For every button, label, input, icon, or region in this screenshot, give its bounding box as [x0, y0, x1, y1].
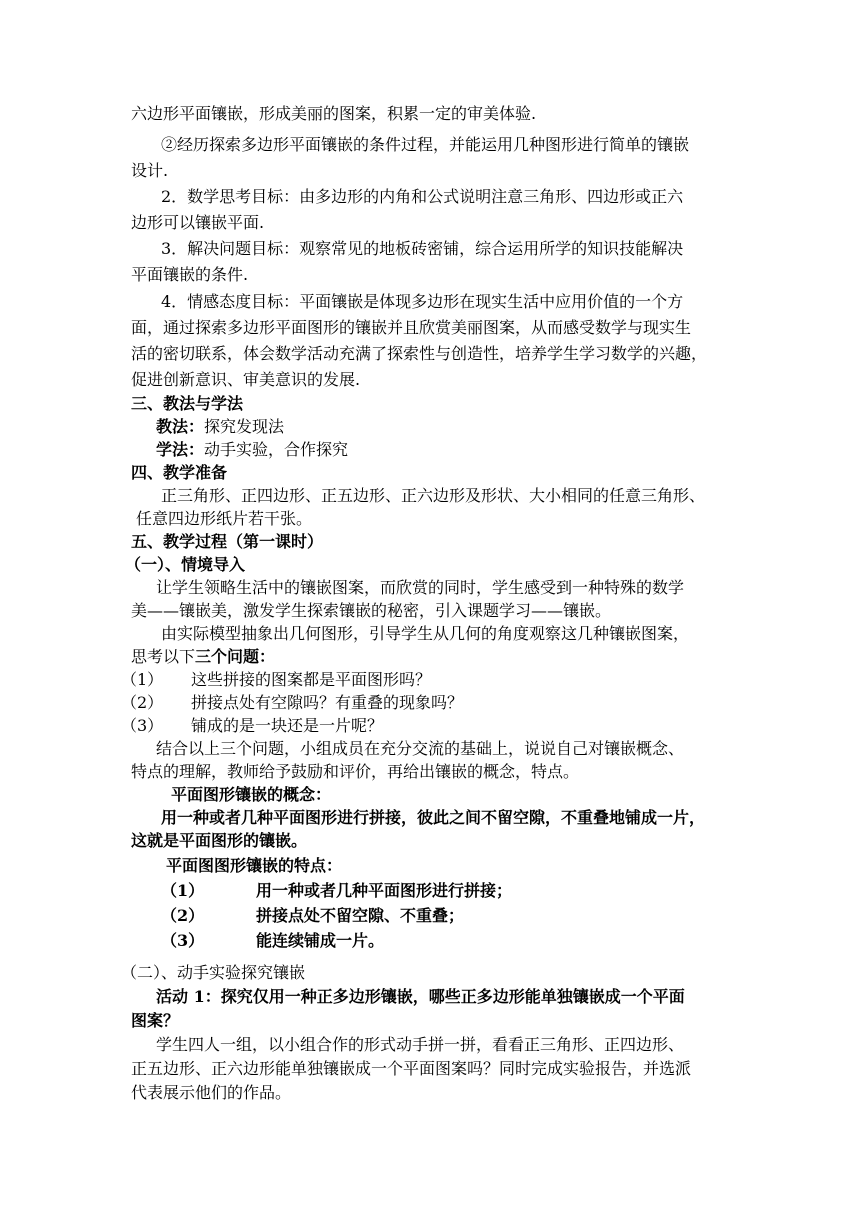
list-text: 这些拼接的图案都是平面图形吗？ [191, 670, 432, 689]
list-text: 铺成的是一块还是一片呢？ [191, 716, 384, 735]
list-number: （3） [161, 931, 205, 950]
text-line: 平面镶嵌的条件. [131, 265, 249, 284]
text-line: 六边形平面镶嵌，形成美丽的图案，积累一定的审美体验. [131, 104, 537, 123]
text-line: 结合以上三个问题，小组成员在充分交流的基础上，说说自己对镶嵌概念、 [156, 739, 685, 758]
text-run: 思考以下 [131, 647, 196, 666]
text-line: 2．数学思考目标：由多边形的内角和公式说明注意三角形、四边形或正六 [161, 187, 684, 206]
text-line [131, 646, 275, 668]
subsection-heading: （一）、情境导入 [125, 555, 246, 574]
text-line: 设计. [131, 161, 169, 180]
section-heading: 五、教学过程（第一课时） [131, 532, 324, 551]
text-line: 任意四边形纸片若干张。 [136, 509, 313, 528]
text-line: 特点的理解，教师给予鼓励和评价，再给出镶嵌的概念，特点。 [131, 762, 580, 781]
features-title: 平面图图形镶嵌的特点： [166, 856, 343, 875]
text-line: 活动 1：探究仅用一种正多边形镶嵌，哪些正多边形能单独镶嵌成一个平面 [156, 987, 685, 1006]
list-item [161, 880, 512, 902]
list-number: （1） [121, 670, 164, 689]
list-item [121, 715, 383, 737]
text-line: 4．情感态度目标：平面镶嵌是体现多边形在现实生活中应用价值的一个方 [161, 292, 684, 311]
text-run-bold: 三个问题： [195, 647, 276, 666]
text-line: 图案？ [131, 1011, 180, 1030]
teach-label: 教法： [156, 417, 205, 436]
list-number: （2） [121, 693, 164, 712]
learn-text: 动手实验，合作探究 [204, 440, 349, 459]
list-text: 用一种或者几种平面图形进行拼接； [256, 881, 513, 900]
text-line: 由实际模型抽象出几何图形，引导学生从几何的角度观察这几种镶嵌图案， [161, 624, 690, 643]
list-item [161, 930, 384, 952]
section-heading: 四、教学准备 [131, 463, 228, 482]
list-item [121, 669, 431, 691]
list-text: 能连续铺成一片。 [256, 931, 385, 950]
text-line: 这就是平面图形的镶嵌。 [131, 831, 308, 850]
text-line: ②经历探索多边形平面镶嵌的条件过程，并能运用几种图形进行简单的镶嵌 [161, 135, 690, 154]
text-line: 面，通过探索多边形平面图形的镶嵌并且欣赏美丽图案，从而感受数学与现实生 [131, 318, 692, 337]
teach-text: 探究发现法 [204, 417, 285, 436]
list-text: 拼接点处有空隙吗？有重叠的现象吗？ [191, 693, 464, 712]
list-item [161, 905, 464, 927]
section-heading: 三、教法与学法 [131, 394, 244, 413]
concept-title: 平面图形镶嵌的概念： [171, 785, 332, 804]
text-line: 让学生领略生活中的镶嵌图案，而欣赏的同时，学生感受到一种特殊的数学 [156, 578, 685, 597]
list-number: （3） [121, 716, 164, 735]
text-line: 边形可以镶嵌平面. [131, 213, 265, 232]
text-line: 活的密切联系，体会数学活动充满了探索性与创造性，培养学生学习数学的兴趣， [131, 344, 708, 363]
text-line [156, 439, 348, 461]
learn-label: 学法： [156, 440, 205, 459]
list-number: （1） [161, 881, 205, 900]
list-number: （2） [161, 906, 205, 925]
list-text: 拼接点处不留空隙、不重叠； [256, 906, 465, 925]
text-line: 代表展示他们的作品。 [131, 1083, 292, 1102]
text-line: 促进创新意识、审美意识的发展. [131, 370, 361, 389]
text-line [156, 416, 284, 438]
text-line: 正五边形、正六边形能单独镶嵌成一个平面图案吗？同时完成实验报告，并选派 [131, 1059, 692, 1078]
subsection-heading: （二）、动手实验探究镶嵌 [121, 963, 306, 982]
text-line: 学生四人一组，以小组合作的形式动手拼一拼，看看正三角形、正四边形、 [156, 1035, 685, 1054]
list-item [121, 692, 463, 714]
text-line: 正三角形、正四边形、正五边形、正六边形及形状、大小相同的任意三角形、 [161, 486, 706, 505]
text-line: 3．解决问题目标：观察常见的地板砖密铺，综合运用所学的知识技能解决 [161, 239, 684, 258]
text-line: 美——镶嵌美，激发学生探索镶嵌的秘密，引入课题学习——镶嵌。 [131, 601, 612, 620]
text-line: 用一种或者几种平面图形进行拼接，彼此之间不留空隙，不重叠地铺成一片， [161, 808, 706, 827]
